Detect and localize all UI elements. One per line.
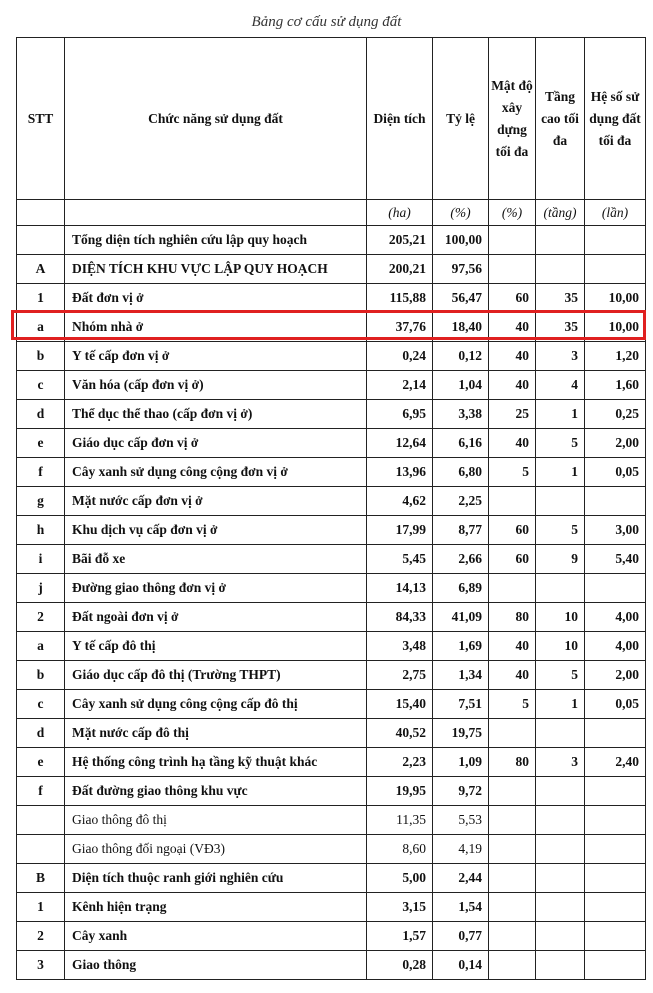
cell-floors: 10: [536, 603, 585, 632]
cell-stt: a: [17, 632, 65, 661]
cell-area: 3,15: [367, 893, 433, 922]
cell-ratio: 1,04: [433, 371, 489, 400]
cell-floors: [536, 777, 585, 806]
cell-far: 0,05: [585, 690, 646, 719]
cell-area: 1,57: [367, 922, 433, 951]
cell-function: Mặt nước cấp đô thị: [65, 719, 367, 748]
cell-function: Tổng diện tích nghiên cứu lập quy hoạch: [65, 226, 367, 255]
cell-floors: [536, 487, 585, 516]
cell-density: [489, 806, 536, 835]
cell-far: 5,40: [585, 545, 646, 574]
cell-stt: [17, 226, 65, 255]
cell-floors: 4: [536, 371, 585, 400]
cell-floors: [536, 835, 585, 864]
cell-ratio: 1,09: [433, 748, 489, 777]
cell-density: 60: [489, 545, 536, 574]
table-row: [17, 226, 646, 255]
cell-floors: 9: [536, 545, 585, 574]
cell-function: Y tế cấp đơn vị ở: [65, 342, 367, 371]
cell-density: 40: [489, 313, 536, 342]
table-row: [17, 951, 646, 980]
cell-area: 3,48: [367, 632, 433, 661]
table-row: [17, 371, 646, 400]
cell-far: 4,00: [585, 632, 646, 661]
cell-stt: b: [17, 342, 65, 371]
cell-ratio: 8,77: [433, 516, 489, 545]
land-use-table: [16, 37, 646, 980]
cell-ratio: 0,77: [433, 922, 489, 951]
cell-stt: A: [17, 255, 65, 284]
cell-far: 2,00: [585, 429, 646, 458]
cell-function: Giao thông đô thị: [65, 806, 367, 835]
cell-stt: e: [17, 748, 65, 777]
cell-far: 2,40: [585, 748, 646, 777]
cell-area: 17,99: [367, 516, 433, 545]
cell-stt: d: [17, 719, 65, 748]
cell-floors: 1: [536, 400, 585, 429]
cell-area: 11,35: [367, 806, 433, 835]
cell-function: Đất ngoài đơn vị ở: [65, 603, 367, 632]
cell-density: 80: [489, 603, 536, 632]
cell-density: 60: [489, 516, 536, 545]
cell-ratio: 0,12: [433, 342, 489, 371]
cell-far: [585, 777, 646, 806]
cell-function: Bãi đỗ xe: [65, 545, 367, 574]
cell-ratio: 1,69: [433, 632, 489, 661]
cell-ratio: 0,14: [433, 951, 489, 980]
cell-far: [585, 719, 646, 748]
cell-stt: b: [17, 661, 65, 690]
cell-floors: 5: [536, 429, 585, 458]
cell-floors: 35: [536, 313, 585, 342]
cell-stt: 2: [17, 603, 65, 632]
cell-floors: [536, 719, 585, 748]
table-row: [17, 255, 646, 284]
cell-ratio: 1,34: [433, 661, 489, 690]
cell-area: 84,33: [367, 603, 433, 632]
cell-far: [585, 806, 646, 835]
cell-far: [585, 574, 646, 603]
cell-density: 5: [489, 690, 536, 719]
cell-function: Thể dục thể thao (cấp đơn vị ở): [65, 400, 367, 429]
table-row: [17, 574, 646, 603]
table-row: [17, 661, 646, 690]
table-row: [17, 284, 646, 313]
table-row: [17, 864, 646, 893]
cell-ratio: 56,47: [433, 284, 489, 313]
cell-area: 5,00: [367, 864, 433, 893]
cell-density: [489, 255, 536, 284]
header-far: Hệ số sử dụng đất tối đa: [585, 38, 646, 200]
cell-stt: 2: [17, 922, 65, 951]
cell-far: 0,05: [585, 458, 646, 487]
cell-function: Khu dịch vụ cấp đơn vị ở: [65, 516, 367, 545]
cell-ratio: 19,75: [433, 719, 489, 748]
cell-density: 40: [489, 661, 536, 690]
cell-ratio: 6,89: [433, 574, 489, 603]
cell-area: 37,76: [367, 313, 433, 342]
header-floors: Tầng cao tối đa: [536, 38, 585, 200]
header-row: [17, 38, 646, 200]
cell-density: 25: [489, 400, 536, 429]
cell-stt: j: [17, 574, 65, 603]
cell-area: 19,95: [367, 777, 433, 806]
cell-floors: 5: [536, 661, 585, 690]
cell-stt: e: [17, 429, 65, 458]
cell-stt: g: [17, 487, 65, 516]
cell-stt: 1: [17, 893, 65, 922]
cell-density: [489, 922, 536, 951]
table-row: [17, 516, 646, 545]
cell-area: 12,64: [367, 429, 433, 458]
cell-stt: d: [17, 400, 65, 429]
cell-far: [585, 922, 646, 951]
unit-area: (ha): [367, 200, 433, 226]
table-row: [17, 632, 646, 661]
table-row: [17, 342, 646, 371]
unit-density: (%): [489, 200, 536, 226]
cell-area: 5,45: [367, 545, 433, 574]
cell-far: 3,00: [585, 516, 646, 545]
cell-ratio: 6,80: [433, 458, 489, 487]
cell-ratio: 1,54: [433, 893, 489, 922]
cell-ratio: 2,44: [433, 864, 489, 893]
cell-far: 10,00: [585, 313, 646, 342]
cell-function: Văn hóa (cấp đơn vị ở): [65, 371, 367, 400]
cell-density: [489, 951, 536, 980]
cell-stt: h: [17, 516, 65, 545]
header-function: Chức năng sử dụng đất: [65, 38, 367, 200]
cell-function: Đất đường giao thông khu vực: [65, 777, 367, 806]
cell-density: 5: [489, 458, 536, 487]
cell-density: 40: [489, 371, 536, 400]
table-row: [17, 893, 646, 922]
table-row: [17, 690, 646, 719]
cell-function: Giáo dục cấp đô thị (Trường THPT): [65, 661, 367, 690]
cell-ratio: 18,40: [433, 313, 489, 342]
cell-area: 8,60: [367, 835, 433, 864]
cell-density: [489, 574, 536, 603]
cell-far: [585, 864, 646, 893]
header-area: Diện tích: [367, 38, 433, 200]
cell-area: 6,95: [367, 400, 433, 429]
cell-stt: f: [17, 458, 65, 487]
cell-ratio: 7,51: [433, 690, 489, 719]
cell-area: 15,40: [367, 690, 433, 719]
cell-far: [585, 255, 646, 284]
cell-floors: 5: [536, 516, 585, 545]
cell-area: 2,75: [367, 661, 433, 690]
unit-ratio: (%): [433, 200, 489, 226]
cell-ratio: 2,25: [433, 487, 489, 516]
cell-ratio: 100,00: [433, 226, 489, 255]
cell-density: [489, 835, 536, 864]
cell-function: Giao thông: [65, 951, 367, 980]
cell-stt: 3: [17, 951, 65, 980]
cell-stt: 1: [17, 284, 65, 313]
cell-stt: c: [17, 690, 65, 719]
cell-density: 40: [489, 429, 536, 458]
cell-area: 0,24: [367, 342, 433, 371]
cell-stt: i: [17, 545, 65, 574]
cell-floors: [536, 806, 585, 835]
table-row: [17, 429, 646, 458]
cell-far: [585, 487, 646, 516]
cell-area: 200,21: [367, 255, 433, 284]
cell-area: 0,28: [367, 951, 433, 980]
header-density: Mật độ xây dựng tối đa: [489, 38, 536, 200]
cell-ratio: 6,16: [433, 429, 489, 458]
cell-floors: 3: [536, 342, 585, 371]
cell-floors: 1: [536, 458, 585, 487]
cell-function: Y tế cấp đô thị: [65, 632, 367, 661]
cell-far: 10,00: [585, 284, 646, 313]
header-stt: STT: [17, 38, 65, 200]
cell-area: 4,62: [367, 487, 433, 516]
cell-floors: [536, 893, 585, 922]
cell-stt: c: [17, 371, 65, 400]
cell-far: [585, 893, 646, 922]
cell-far: [585, 226, 646, 255]
table-row: [17, 719, 646, 748]
cell-function: Cây xanh sử dụng công cộng đơn vị ở: [65, 458, 367, 487]
cell-function: Giáo dục cấp đơn vị ở: [65, 429, 367, 458]
cell-function: Mặt nước cấp đơn vị ở: [65, 487, 367, 516]
cell-stt: [17, 806, 65, 835]
cell-floors: [536, 922, 585, 951]
cell-area: 40,52: [367, 719, 433, 748]
cell-floors: 10: [536, 632, 585, 661]
cell-ratio: 3,38: [433, 400, 489, 429]
cell-function: Diện tích thuộc ranh giới nghiên cứu: [65, 864, 367, 893]
table-row: [17, 777, 646, 806]
cell-stt: [17, 835, 65, 864]
cell-density: 60: [489, 284, 536, 313]
table-row: [17, 748, 646, 777]
cell-far: 4,00: [585, 603, 646, 632]
table-row: [17, 487, 646, 516]
cell-area: 115,88: [367, 284, 433, 313]
units-row: [17, 200, 646, 226]
cell-density: [489, 226, 536, 255]
cell-far: [585, 951, 646, 980]
cell-far: [585, 835, 646, 864]
cell-density: [489, 893, 536, 922]
table-row: [17, 458, 646, 487]
cell-function: Cây xanh sử dụng công cộng cấp đô thị: [65, 690, 367, 719]
cell-area: 2,23: [367, 748, 433, 777]
unit-floors: (tầng): [536, 200, 585, 226]
cell-ratio: 2,66: [433, 545, 489, 574]
cell-area: 14,13: [367, 574, 433, 603]
table-row: [17, 545, 646, 574]
cell-area: 205,21: [367, 226, 433, 255]
cell-floors: [536, 864, 585, 893]
cell-far: 0,25: [585, 400, 646, 429]
cell-function: Nhóm nhà ở: [65, 313, 367, 342]
cell-density: [489, 719, 536, 748]
cell-area: 13,96: [367, 458, 433, 487]
cell-density: 40: [489, 342, 536, 371]
cell-stt: a: [17, 313, 65, 342]
cell-floors: 3: [536, 748, 585, 777]
cell-far: 1,20: [585, 342, 646, 371]
table-row: [17, 835, 646, 864]
cell-ratio: 41,09: [433, 603, 489, 632]
cell-floors: [536, 226, 585, 255]
cell-ratio: 5,53: [433, 806, 489, 835]
cell-function: Kênh hiện trạng: [65, 893, 367, 922]
cell-far: 2,00: [585, 661, 646, 690]
table-caption: Bảng cơ cấu sử dụng đất: [251, 14, 402, 30]
header-ratio: Tỷ lệ: [433, 38, 489, 200]
cell-floors: 35: [536, 284, 585, 313]
cell-stt: B: [17, 864, 65, 893]
cell-ratio: 4,19: [433, 835, 489, 864]
cell-ratio: 9,72: [433, 777, 489, 806]
cell-density: 80: [489, 748, 536, 777]
table-row: [17, 806, 646, 835]
table-row: [17, 400, 646, 429]
cell-density: [489, 864, 536, 893]
cell-floors: [536, 255, 585, 284]
cell-far: 1,60: [585, 371, 646, 400]
cell-area: 2,14: [367, 371, 433, 400]
cell-density: [489, 487, 536, 516]
cell-function: DIỆN TÍCH KHU VỰC LẬP QUY HOẠCH: [65, 255, 367, 284]
cell-function: Giao thông đối ngoại (VĐ3): [65, 835, 367, 864]
cell-density: 40: [489, 632, 536, 661]
cell-function: Cây xanh: [65, 922, 367, 951]
cell-floors: [536, 951, 585, 980]
cell-stt: f: [17, 777, 65, 806]
unit-far: (lần): [585, 200, 646, 226]
cell-floors: 1: [536, 690, 585, 719]
table-row: [17, 922, 646, 951]
table-row: [17, 313, 646, 342]
cell-function: Đất đơn vị ở: [65, 284, 367, 313]
table-row: [17, 603, 646, 632]
cell-floors: [536, 574, 585, 603]
cell-density: [489, 777, 536, 806]
cell-ratio: 97,56: [433, 255, 489, 284]
cell-function: Đường giao thông đơn vị ở: [65, 574, 367, 603]
cell-function: Hệ thống công trình hạ tầng kỹ thuật khác: [65, 748, 367, 777]
